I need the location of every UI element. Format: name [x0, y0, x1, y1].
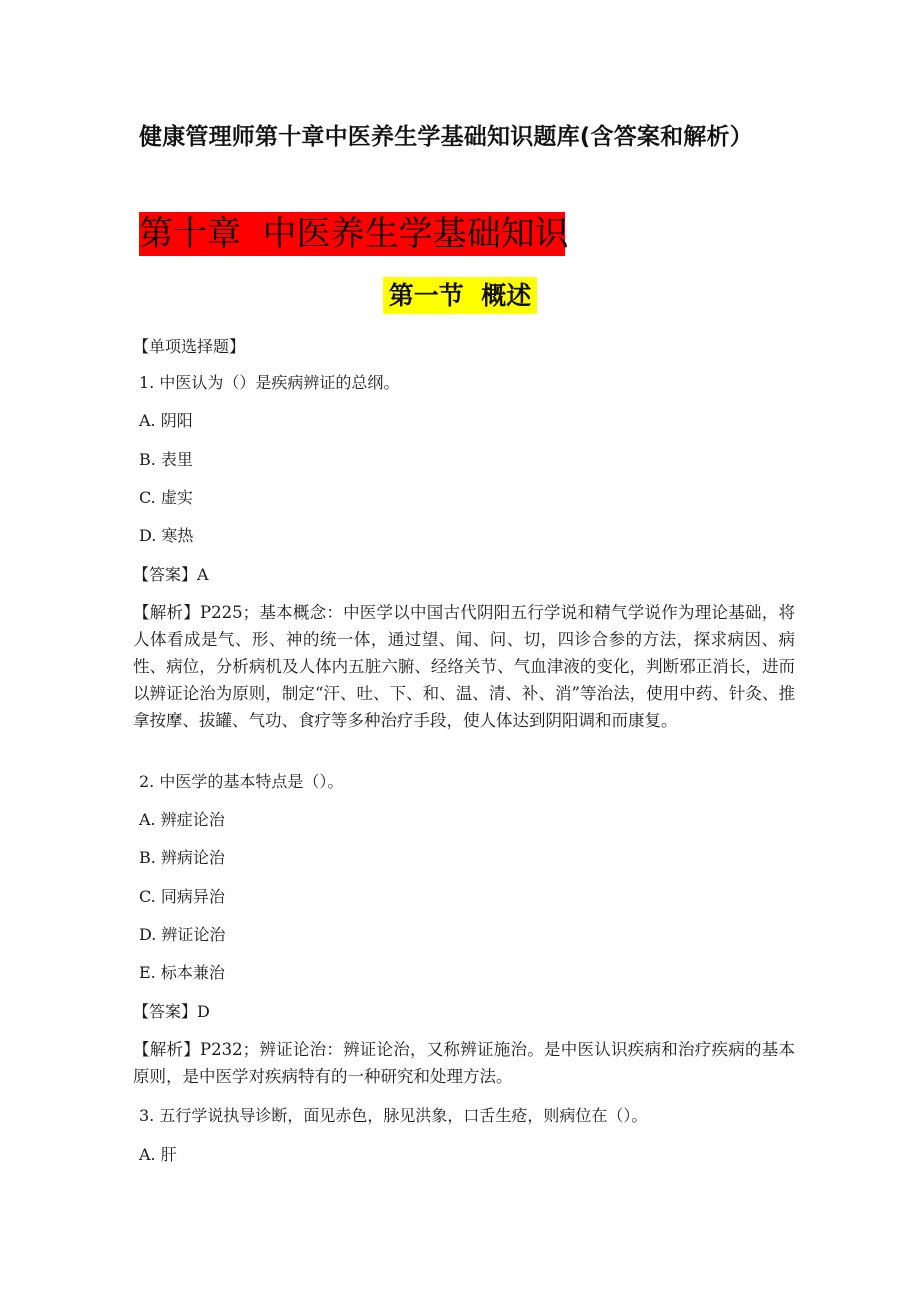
question-stem: 2. 中医学的基本特点是（）。 — [139, 772, 344, 791]
chapter-heading — [139, 212, 569, 256]
option-item: D. 寒热 — [139, 526, 194, 545]
chapter-heading-text: 第十章 中医养生学基础知识 — [139, 214, 569, 254]
analysis-paragraph: 【解析】P225；基本概念：中医学以中国古代阴阳五行学说和精气学说作为理论基础，将人体看成是气、形、神的统一体，通过望、闻、问、切，四诊合参的方法，探求病因、病性、病位，分析病机及人体内五脏六腑、经络关节、气血津液的变化，判断邪正消长，进而以辨证论治为原则，制定“汗、吐、下、和、温、清、补、消”等治法，使用中药、针灸、推拿按摩、拔罐、气功、食疗等多种治疗手段，使人体达到阴阳调和而康复。 — [133, 603, 795, 730]
option-item: B. 表里 — [139, 450, 193, 469]
option-item: D. 辨证论治 — [139, 925, 226, 944]
option-item: A. 阴阳 — [139, 411, 193, 430]
option-item: A. 肝 — [139, 1145, 177, 1164]
analysis-paragraph: 【解析】P232；辨证论治：辨证论治，又称辨证施治。是中医认识疾病和治疗疾病的基本原则，是中医学对疾病特有的一种研究和处理方法。 — [133, 1040, 795, 1086]
question-stem: 1. 中医认为（）是疾病辨证的总纲。 — [139, 373, 400, 392]
option-item: C. 虚实 — [139, 488, 193, 507]
question-stem: 3. 五行学说执导诊断，面见赤色，脉见洪象，口舌生疮，则病位在（）。 — [139, 1106, 648, 1125]
answer-label: 【答案】A — [133, 565, 209, 584]
question-type-label: 【单项选择题】 — [133, 337, 246, 356]
section-heading-text: 第一节 概述 — [388, 281, 532, 310]
option-item: C. 同病异治 — [139, 887, 225, 906]
option-item: A. 辨症论治 — [139, 810, 225, 829]
section-heading — [383, 277, 537, 314]
document-title: 健康管理师第十章中医养生学基础知识题库(含答案和解析） — [139, 124, 753, 150]
answer-label: 【答案】D — [133, 1002, 210, 1021]
option-item: B. 辨病论治 — [139, 848, 225, 867]
option-item: E. 标本兼治 — [139, 963, 225, 982]
